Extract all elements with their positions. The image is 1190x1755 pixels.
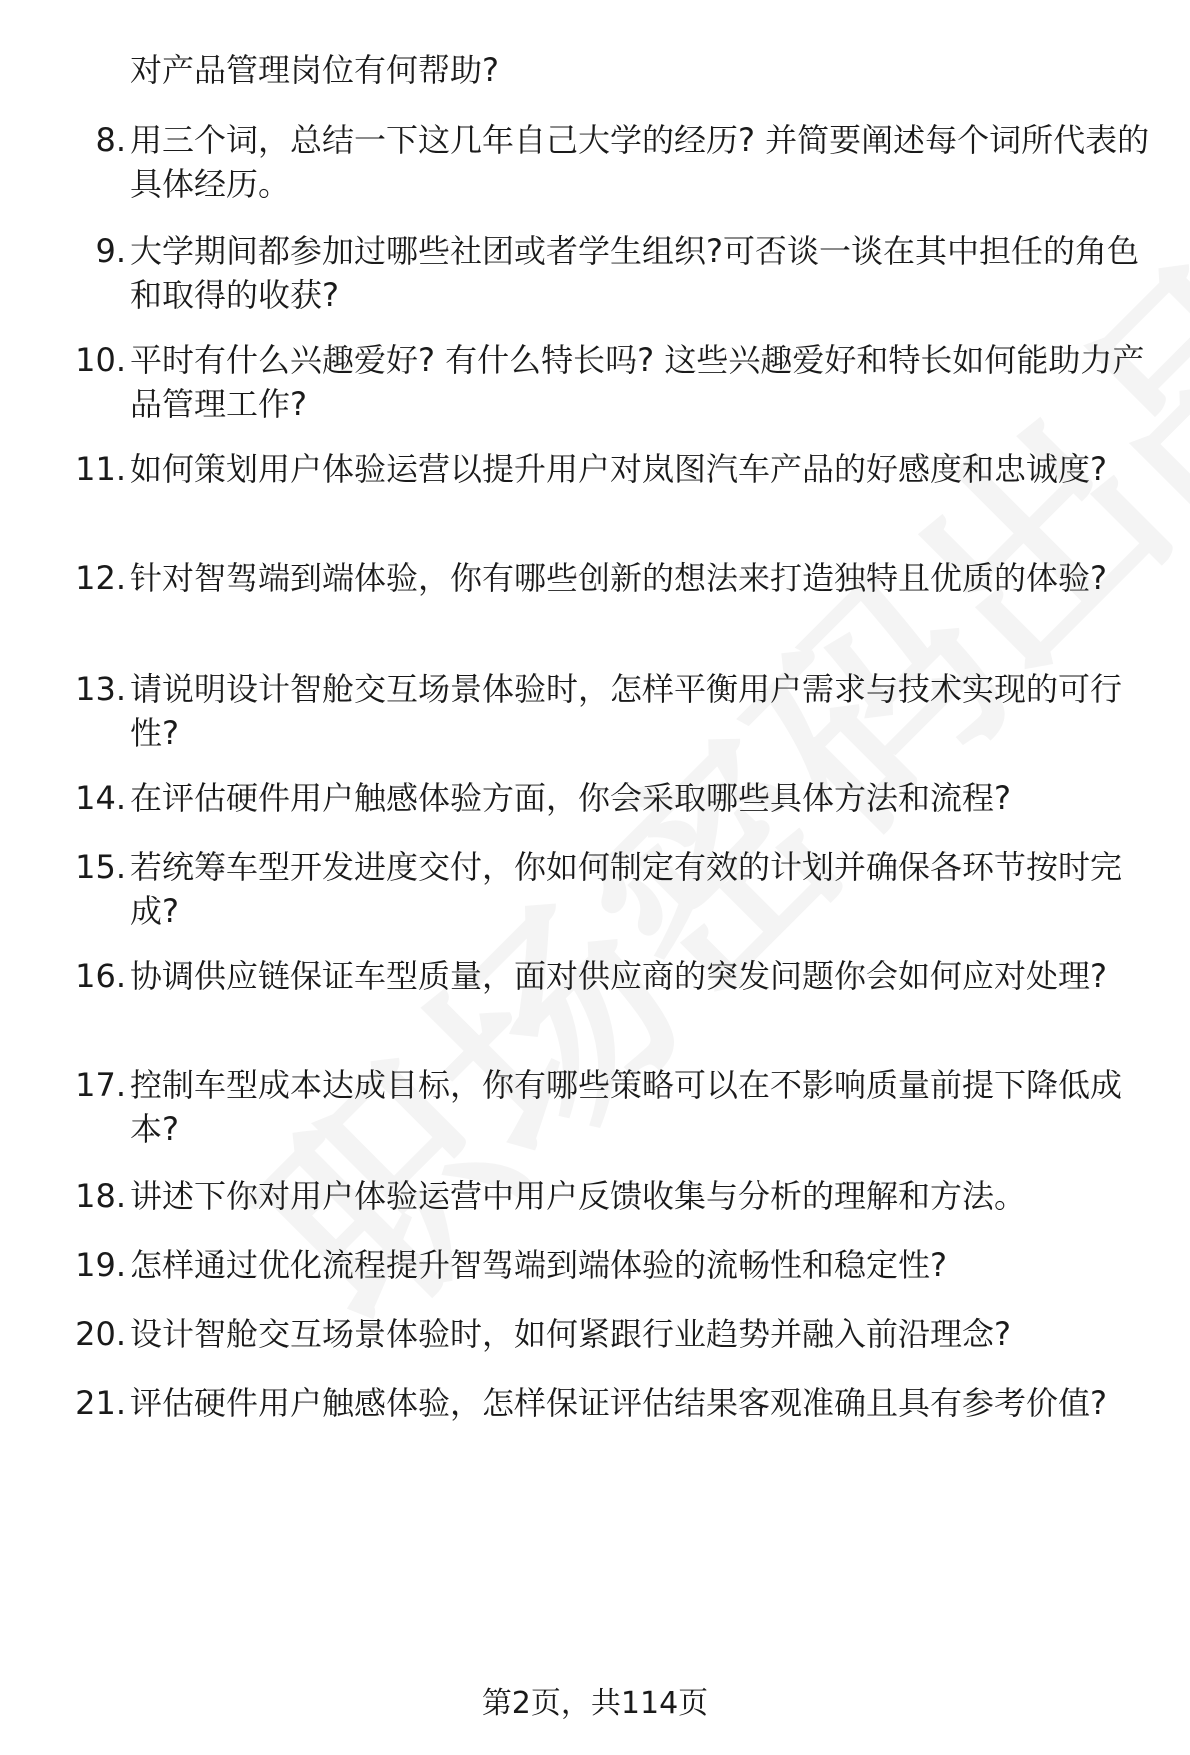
question-number: 8. (95, 121, 126, 159)
question-number: 17. (75, 1066, 126, 1104)
page-footer: 第2页，共114页 (481, 1686, 709, 1721)
question-number: 18. (75, 1177, 126, 1215)
question-text: 评估硬件用户触感体验，怎样保证评估结果客观准确且具有参考价值? (130, 1384, 1107, 1422)
question-text: 讲述下你对用户体验运营中用户反馈收集与分析的理解和方法。 (130, 1177, 1027, 1215)
question-text: 用三个词，总结一下这几年自己大学的经历? 并简要阐述每个词所代表的具体经历。 (130, 121, 1150, 203)
question-number: 15. (75, 848, 126, 886)
question-text: 协调供应链保证车型质量，面对供应商的突发问题你会如何应对处理? (130, 957, 1107, 995)
question-number: 14. (75, 779, 126, 817)
question-number: 21. (75, 1384, 126, 1422)
question-number: 16. (75, 957, 126, 995)
question-text: 控制车型成本达成目标，你有哪些策略可以在不影响质量前提下降低成本? (130, 1066, 1123, 1148)
question-text: 平时有什么兴趣爱好? 有什么特长吗? 这些兴趣爱好和特长如何能助力产品管理工作? (130, 341, 1145, 423)
question-number: 13. (75, 670, 126, 708)
question-number: 11. (75, 450, 126, 488)
question-text: 怎样通过优化流程提升智驾端到端体验的流畅性和稳定性? (130, 1246, 947, 1284)
question-number: 10. (75, 341, 126, 379)
question-number: 20. (75, 1315, 126, 1353)
question-text: 大学期间都参加过哪些社团或者学生组织?可否谈一谈在其中担任的角色和取得的收获? (130, 232, 1139, 314)
question-text: 如何策划用户体验运营以提升用户对岚图汽车产品的好感度和忠诚度? (130, 450, 1107, 488)
question-text: 针对智驾端到端体验，你有哪些创新的想法来打造独特且优质的体验? (130, 559, 1107, 597)
question-text: 若统筹车型开发进度交付，你如何制定有效的计划并确保各环节按时完成? (130, 848, 1123, 930)
question-number: 12. (75, 559, 126, 597)
question-number: 19. (75, 1246, 126, 1284)
question-text: 请说明设计智舱交互场景体验时，怎样平衡用户需求与技术实现的可行性? (130, 670, 1123, 752)
question-number: 9. (95, 232, 126, 270)
question-text: 在评估硬件用户触感体验方面，你会采取哪些具体方法和流程? (130, 779, 1011, 817)
question-text: 设计智舱交互场景体验时，如何紧跟行业趋势并融入前沿理念? (130, 1315, 1011, 1353)
continued-question-text: 对产品管理岗位有何帮助? (130, 51, 499, 89)
